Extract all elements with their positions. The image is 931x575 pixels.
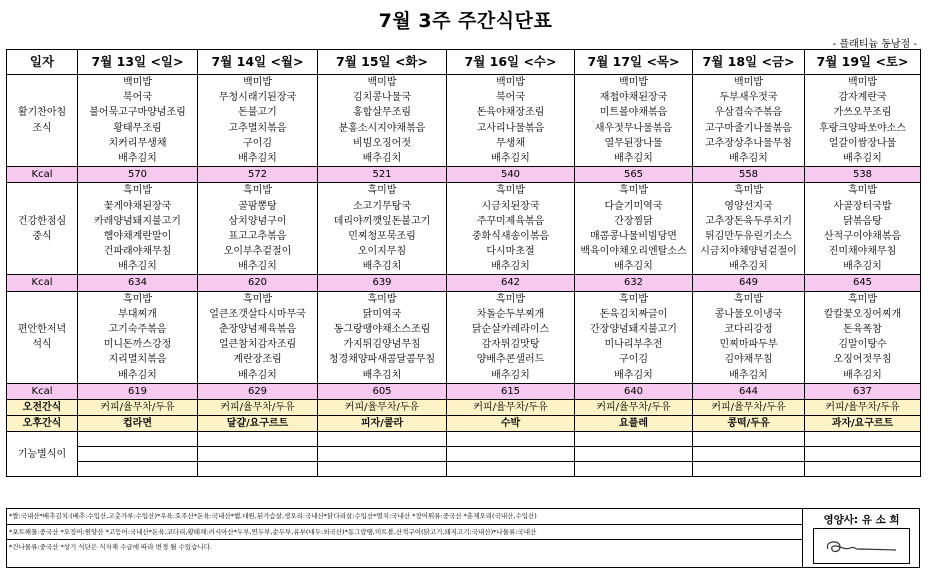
menu-item: 가지튀김양념무침 [343, 339, 421, 351]
menu-item: 시금치된장국 [481, 200, 540, 212]
menu-item: 삼치양념구이 [228, 215, 287, 227]
meal-row [7, 75, 921, 167]
menu-item: 닭미역국 [362, 308, 402, 320]
kcal-row [7, 167, 921, 183]
menu-item: 고추장상추나물무침 [705, 137, 792, 149]
menu-item: 흑미밥 [734, 293, 763, 305]
menu-item: 미니돈까스강정 [103, 339, 172, 351]
dietitian-name: 영양사: 유 소 희 [823, 514, 900, 526]
menu-item: 무생채 [496, 137, 525, 149]
footer [6, 508, 920, 568]
menu-cell [198, 183, 318, 275]
kcal-value: 634 [78, 275, 198, 291]
snack-value: 커피/율무차/두유 [198, 399, 318, 415]
menu-item: 구이김 [243, 137, 272, 149]
menu-item: 꽃게야채된장국 [103, 200, 172, 212]
menu-item: 동그랑땡야채소스조림 [333, 324, 431, 336]
snack-value: 커피/율무차/두유 [78, 399, 198, 415]
menu-item: 북어국 [123, 92, 152, 104]
menu-item: 얼큰조갯살다시마무국 [209, 308, 306, 320]
day-header: 7월 19일 <토> [805, 50, 921, 75]
menu-cell [78, 75, 198, 167]
menu-cell [693, 183, 805, 275]
menu-item: 두부새우젓국 [719, 92, 778, 104]
menu-item: 백미밥 [243, 77, 272, 88]
menu-item: 배추김치 [729, 369, 768, 381]
menu-item: 배추김치 [118, 369, 157, 381]
menu-item: 돈육폭참 [843, 324, 882, 336]
snack-row [7, 399, 921, 415]
menu-cell [693, 75, 805, 167]
kcal-value: 644 [693, 383, 805, 399]
special-diet-cell [318, 462, 447, 477]
menu-item: 간장찜닭 [614, 215, 653, 227]
menu-item: 돈육야채장조림 [476, 107, 545, 119]
menu-item: 민찌마파두부 [719, 339, 778, 351]
special-diet-cell [693, 447, 805, 462]
menu-item: 배추김치 [238, 261, 277, 273]
menu-item: 배추김치 [843, 369, 882, 381]
signature-image [814, 529, 909, 563]
kcal-value: 619 [78, 383, 198, 399]
special-diet-row [7, 432, 921, 447]
menu-item: 황태무조림 [113, 122, 162, 134]
date-label: 일자 [7, 50, 78, 75]
kcal-value: 639 [318, 275, 447, 291]
snack-value: 커피/율무차/두유 [318, 399, 447, 415]
menu-item: 계란장조림 [233, 354, 282, 366]
menu-item: 무청시래기된장국 [218, 92, 297, 104]
weekly-menu-table [6, 49, 921, 477]
menu-item: 사골장터국밥 [833, 200, 892, 212]
menu-item: 백미밥 [496, 77, 525, 88]
snack-value: 피자/콜라 [318, 416, 447, 432]
kcal-value: 570 [78, 167, 198, 183]
meal-category-line: 중식 [32, 230, 52, 242]
day-header: 7월 15일 <화> [318, 50, 447, 75]
menu-item: 중화식새송이볶음 [471, 230, 550, 242]
menu-item: 다슬기미역국 [604, 200, 663, 212]
menu-item: 흑미밥 [123, 185, 152, 197]
menu-item: 배추김치 [362, 261, 402, 273]
menu-item: 치커리무생채 [108, 137, 167, 149]
header-row [7, 50, 921, 75]
menu-item: 백미밥 [367, 77, 397, 88]
menu-item: 배추김치 [491, 152, 530, 164]
menu-cell [575, 291, 693, 383]
menu-item: 콩나물오이냉국 [714, 308, 783, 320]
menu-item: 백미밥 [619, 77, 648, 88]
menu-item: 흑미밥 [848, 293, 877, 305]
menu-item: 미나리부추전 [604, 339, 663, 351]
menu-item: 닭순살카레라이스 [471, 324, 550, 336]
menu-cell [805, 291, 921, 383]
meal-category [7, 291, 78, 383]
menu-item: 민찌청포묵조림 [348, 230, 416, 242]
menu-item: 홍합살무조림 [353, 107, 411, 119]
special-diet-cell [575, 447, 693, 462]
menu-item: 얼갈이쌈장나물 [828, 137, 897, 149]
menu-item: 부대찌개 [118, 308, 157, 320]
special-diet-cell [318, 447, 447, 462]
menu-item: 매콤콩나물비빔당면 [590, 230, 677, 242]
snack-value: 수박 [447, 416, 575, 432]
menu-item: 흑미밥 [367, 185, 397, 197]
menu-item: 닭볶음탕 [843, 215, 882, 227]
kcal-value: 615 [447, 383, 575, 399]
menu-item: 흑미밥 [496, 293, 525, 305]
menu-item: 배추김치 [843, 152, 882, 164]
meal-category-line: 조식 [32, 122, 52, 134]
menu-item: 오징어젓무침 [833, 354, 892, 366]
menu-item: 김치콩나물국 [353, 92, 411, 104]
meal-category-line: 편안한저녁 [17, 324, 67, 336]
menu-item: 분홍소시지야채볶음 [338, 122, 426, 134]
menu-item: 소고기무탕국 [353, 200, 411, 212]
menu-item: 튀김만두유린기소스 [705, 230, 792, 242]
snack-value: 컵라면 [78, 416, 198, 432]
menu-cell [318, 75, 447, 167]
menu-item: 백미밥 [848, 77, 877, 88]
menu-item: 김말이탕수 [838, 339, 887, 351]
note-line: *포트해물:중국산 *오징어:원양산 *고등어:국내산*돈육,코다리,황태채:러시아산*두부,연두부,순두부,유부(대두:외국산)*동그랑땡,미트볼,산적구이(닭고기,돼지고기:국내산)*나물류:국내산 [7, 525, 802, 541]
menu-cell [805, 183, 921, 275]
special-diet-cell [198, 432, 318, 447]
menu-cell [318, 291, 447, 383]
special-diet-cell [693, 462, 805, 477]
menu-item: 배추김치 [491, 369, 530, 381]
menu-item: 지리멸치볶음 [108, 354, 167, 366]
menu-item: 배추김치 [614, 152, 653, 164]
menu-item: 영양선지국 [724, 200, 773, 212]
special-diet-row [7, 447, 921, 462]
special-diet-cell [78, 432, 198, 447]
menu-item: 백미밥 [734, 77, 763, 88]
kcal-value: 640 [575, 383, 693, 399]
special-diet-cell [198, 447, 318, 462]
menu-cell [318, 183, 447, 275]
menu-item: 청경채양파새콤달콤무침 [328, 354, 436, 366]
origin-notes [6, 508, 803, 568]
day-header: 7월 16일 <수> [447, 50, 575, 75]
kcal-label: Kcal [7, 167, 78, 183]
meal-category-line: 활기찬아침 [17, 107, 67, 119]
day-header: 7월 17일 <목> [575, 50, 693, 75]
special-diet-cell [318, 432, 447, 447]
menu-item: 배추김치 [238, 152, 277, 164]
kcal-label: Kcal [7, 383, 78, 399]
meal-category-line: 건강한점심 [17, 215, 67, 227]
menu-item: 칼칼꽃오징어찌개 [823, 308, 902, 320]
kcal-value: 645 [805, 275, 921, 291]
menu-item: 고기숙주볶음 [108, 324, 167, 336]
menu-cell [693, 291, 805, 383]
kcal-value: 565 [575, 167, 693, 183]
snack-row [7, 416, 921, 432]
menu-item: 고구마줄기나물볶음 [705, 122, 792, 134]
menu-item: 고추멸치볶음 [228, 122, 287, 134]
kcal-row [7, 383, 921, 399]
menu-item: 양배추콘샐러드 [476, 354, 545, 366]
note-line: *쌀:국내산*배추김치:(배추:수입산,고춧가루:수입산)*우육:호주산*돈육:국내산*햄,대원,된가슴살,생오리:국내산*닭다리살:수입산*멸치:국내산 *장어튀류:중국산 *훈제오리(국내산,수입산) [7, 509, 802, 525]
snack-label: 오후간식 [7, 416, 78, 432]
menu-item: 흑미밥 [496, 185, 525, 197]
signature-area [803, 508, 920, 568]
snack-value: 커피/율무차/두유 [805, 399, 921, 415]
menu-cell [78, 183, 198, 275]
snack-value: 요플레 [575, 416, 693, 432]
kcal-value: 605 [318, 383, 447, 399]
special-diet-cell [805, 447, 921, 462]
menu-item: 재첩야채된장국 [599, 92, 668, 104]
special-diet-cell [198, 462, 318, 477]
menu-item: 주꾸미제육볶음 [476, 215, 545, 227]
special-diet-cell [447, 462, 575, 477]
menu-item: 김야채무침 [724, 354, 773, 366]
snack-label: 오전간식 [7, 399, 78, 415]
menu-cell [78, 291, 198, 383]
special-diet-cell [575, 462, 693, 477]
menu-item: 감자계란국 [838, 92, 887, 104]
kcal-value: 538 [805, 167, 921, 183]
menu-item: 백미밥 [123, 77, 152, 88]
snack-value: 커피/율무차/두유 [693, 399, 805, 415]
note-line: *건나물류:중국산 *상기 식단은 식자재 수급에 따라 변경 될 수있습니다. [9, 543, 213, 551]
menu-item: 감자튀김맛탕 [481, 339, 540, 351]
menu-item: 간장양념돼지불고기 [590, 324, 677, 336]
menu-item: 북어국 [496, 92, 525, 104]
menu-item: 미트볼야채볶음 [599, 107, 668, 119]
menu-item: 불어묵고구마양념조림 [89, 107, 186, 119]
snack-value: 커피/율무차/두유 [575, 399, 693, 415]
kcal-value: 572 [198, 167, 318, 183]
snack-value: 과자/요구르트 [805, 416, 921, 432]
menu-item: 시금치야채양념겉절이 [700, 246, 797, 258]
menu-item: 배추김치 [729, 152, 768, 164]
menu-item: 진미채야채무침 [828, 246, 897, 258]
menu-item: 배추김치 [491, 261, 530, 273]
special-diet-cell [447, 447, 575, 462]
kcal-value: 620 [198, 275, 318, 291]
menu-cell [198, 75, 318, 167]
menu-item: 건파래야채무침 [103, 246, 172, 258]
menu-item: 코다리강정 [724, 324, 773, 336]
menu-cell [575, 183, 693, 275]
menu-item: 배추김치 [118, 152, 157, 164]
kcal-value: 637 [805, 383, 921, 399]
kcal-value: 540 [447, 167, 575, 183]
menu-item: 흑미밥 [619, 293, 648, 305]
menu-item: 오이부추겉절이 [223, 246, 292, 258]
menu-item: 골팜뽕탕 [238, 200, 277, 212]
menu-item: 배추김치 [729, 261, 768, 273]
menu-item: 흑미밥 [243, 185, 272, 197]
snack-value: 커피/율무차/두유 [447, 399, 575, 415]
special-diet-cell [693, 432, 805, 447]
menu-item: 고사리나물볶음 [476, 122, 545, 134]
menu-cell [198, 291, 318, 383]
menu-item: 표고고추볶음 [228, 230, 287, 242]
menu-item: 흑미밥 [619, 185, 648, 197]
kcal-row [7, 275, 921, 291]
menu-item: 흑미밥 [243, 293, 272, 305]
menu-item: 배추김치 [362, 152, 402, 164]
menu-item: 백육이야채오리엔탈소스 [580, 246, 687, 258]
meal-row [7, 291, 921, 383]
menu-item: 다시마초절 [486, 246, 535, 258]
snack-value: 달걀/요구르트 [198, 416, 318, 432]
menu-item: 흑미밥 [123, 293, 152, 305]
page-title: 7월 3주 주간식단표 [378, 10, 553, 32]
special-diet-cell [575, 432, 693, 447]
menu-item: 오이지무침 [357, 246, 407, 258]
menu-item: 배추김치 [118, 261, 157, 273]
kcal-value: 632 [575, 275, 693, 291]
menu-item: 배추김치 [843, 261, 882, 273]
special-diet-cell [78, 447, 198, 462]
menu-item: 춘장양념제육볶음 [218, 324, 297, 336]
menu-item: 후랑크양파쏘야소스 [819, 122, 906, 134]
kcal-value: 558 [693, 167, 805, 183]
menu-item: 열무된장나물 [604, 137, 663, 149]
special-diet-cell [78, 462, 198, 477]
menu-item: 카레양념돼지불고기 [94, 215, 181, 227]
menu-item: 배추김치 [614, 369, 653, 381]
menu-item: 산적구이야채볶음 [823, 230, 902, 242]
meal-category [7, 75, 78, 167]
menu-item: 배추김치 [238, 369, 277, 381]
kcal-value: 649 [693, 275, 805, 291]
branch-name: - 플래티늄 동남점 - [832, 39, 917, 50]
menu-cell [447, 291, 575, 383]
day-header: 7월 14일 <월> [198, 50, 318, 75]
day-header: 7월 13일 <일> [78, 50, 198, 75]
menu-item: 비빔오징어젓 [353, 137, 411, 149]
special-diet-row [7, 462, 921, 477]
meal-row [7, 183, 921, 275]
kcal-value: 642 [447, 275, 575, 291]
day-header: 7월 18일 <금> [693, 50, 805, 75]
menu-item: 우삼겹숙주볶음 [714, 107, 783, 119]
special-diet-cell [447, 432, 575, 447]
menu-item: 흑미밥 [848, 185, 877, 197]
menu-cell [447, 183, 575, 275]
meal-category-line: 석식 [32, 339, 52, 351]
menu-item: 흑미밥 [734, 185, 763, 197]
kcal-value: 629 [198, 383, 318, 399]
menu-item: 배추김치 [614, 261, 653, 273]
special-diet-cell [805, 432, 921, 447]
menu-item: 구이김 [619, 354, 648, 366]
menu-item: 돈육김치짜글이 [599, 308, 668, 320]
menu-cell [575, 75, 693, 167]
menu-item: 새우젓무나물볶음 [594, 122, 673, 134]
snack-value: 콩떡/두유 [693, 416, 805, 432]
special-diet-cell [805, 462, 921, 477]
menu-item: 가쓰오무조림 [833, 107, 892, 119]
menu-item: 햄야채계란말이 [103, 230, 172, 242]
kcal-value: 521 [318, 167, 447, 183]
meal-category [7, 183, 78, 275]
menu-item: 차돌순두부찌개 [476, 308, 545, 320]
menu-item: 돈불고기 [238, 107, 277, 119]
menu-item: 고추장돈육두루치기 [705, 215, 792, 227]
menu-cell [805, 75, 921, 167]
menu-item: 흑미밥 [367, 293, 397, 305]
special-diet-label: 기능별식이 [7, 432, 78, 477]
menu-item: 데리야끼깻잎돈불고기 [333, 215, 431, 227]
signature-box [813, 528, 910, 564]
menu-item: 얼큰참치감자조림 [218, 339, 297, 351]
menu-item: 배추김치 [362, 369, 402, 381]
menu-cell [447, 75, 575, 167]
kcal-label: Kcal [7, 275, 78, 291]
